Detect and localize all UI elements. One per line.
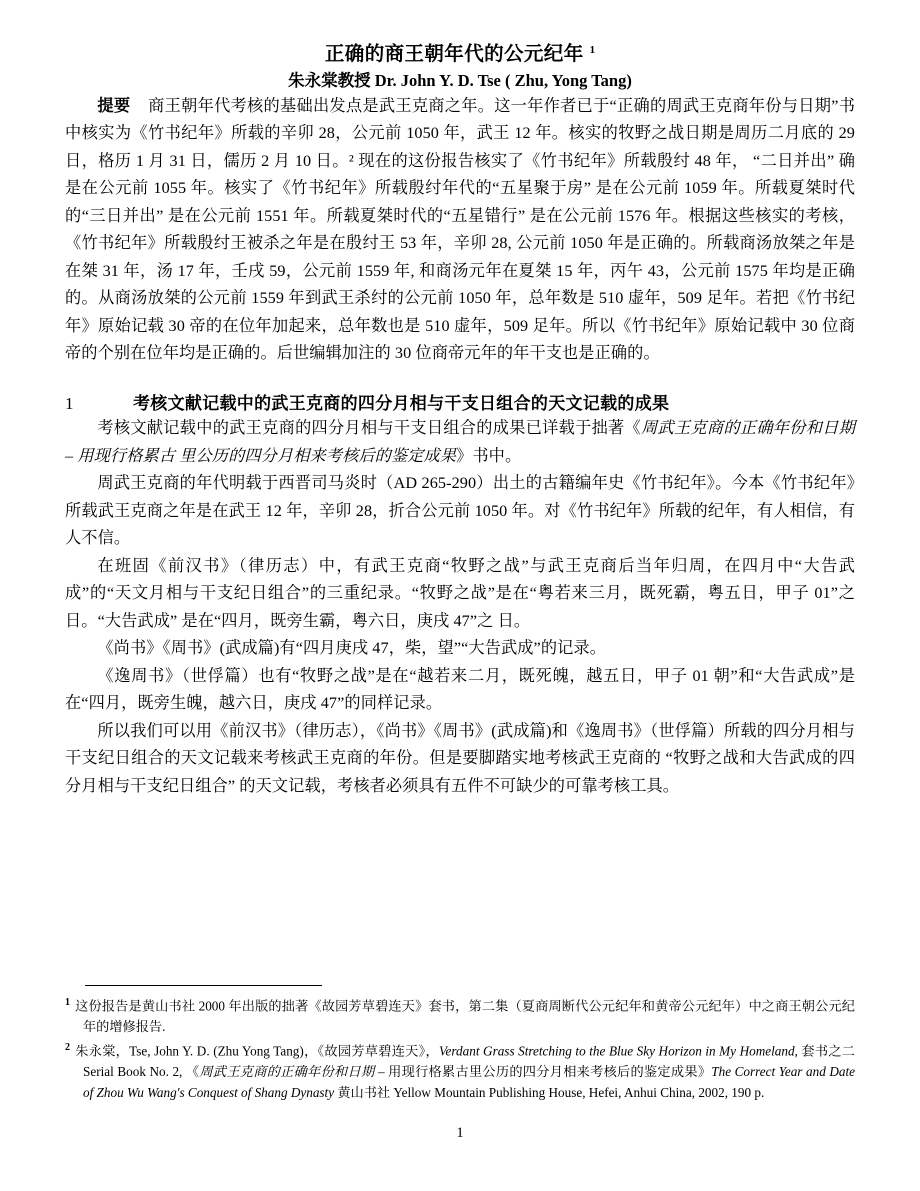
section-heading-text: 考核文献记载中的武王克商的四分月相与干支日组合的天文记载的成果 bbox=[133, 393, 670, 413]
body-paragraph bbox=[65, 470, 855, 553]
text-run: 周武王克商的年代明载于西晋司马炎时（AD 265-290）出土的古籍编年史《竹书纪年》。今本《竹书纪年》所载武王克商之年是在武王 12 年，辛卯 28，折合公元前 1050 年。对《竹书纪年》所载的纪年，有人相信，有人不信。 bbox=[65, 474, 855, 548]
page-number: 1 bbox=[456, 1125, 464, 1141]
footnote-separator-rule bbox=[85, 985, 322, 986]
body-paragraph-list bbox=[65, 415, 855, 800]
page-title bbox=[65, 42, 855, 68]
abstract-paragraph bbox=[65, 93, 855, 368]
section-number: 1 bbox=[65, 393, 74, 413]
text-run: 》书中。 bbox=[456, 446, 522, 465]
footnote-marker: 1 bbox=[65, 997, 70, 1008]
body-paragraph bbox=[65, 663, 855, 718]
text-run: 《尚书》《周书》(武成篇)有“四月庚戌 47，柴，望”“大告武成”的记录。 bbox=[97, 639, 606, 658]
body-paragraph bbox=[65, 415, 855, 470]
abstract-label: 提要 bbox=[97, 96, 131, 115]
italic-run: Verdant Grass Stretching to the Blue Sky Horizon in My Homeland, bbox=[438, 1043, 798, 1059]
author-line: 朱永棠教授 Dr. John Y. D. Tse ( Zhu, Yong Tang) bbox=[288, 71, 632, 91]
footnote-item bbox=[65, 1038, 855, 1103]
abstract-text: 商王朝年代考核的基础出发点是武王克商之年。这一年作者已于“正确的周武王克商年份与日期”书中核实为《竹书纪年》所载的辛卯 28，公元前 1050 年，武王 12 年。核实的牧野之战日期是周历二月底的 29 日，格历 1 月 31 日，儒历 2 月 10 日。² 现在的这份报告核实了《竹书纪年》所载殷纣 48 年， “二日并出” 确是在公元前 1055 年。核实了《竹书纪年》所载殷纣年代的“五星聚于房” 是在公元前 1059 年。所载夏桀时代的“三日并出” 是在公元前 1551 年。所载夏桀时代的“五星错行” 是在公元前 1576 年。根据这些核实的考核，《竹书纪年》所载殷纣王被杀之年是在殷纣王 53 年，辛卯 28, 公元前 1050 年是正确的。所载商汤放桀之年是在桀 31 年，汤 17 年，壬戌 59，公元前 1559 年, 和商汤元年在夏桀 15 年，丙午 43，公元前 1575 年均是正确的。从商汤放桀的公元前 1559 年到武王杀纣的公元前 1050 年，总年数是 510 虚年，509 足年。若把《竹书纪年》原始记载 30 帝的在位年加起来，总年数也是 510 虚年，509 足年。所以《竹书纪年》原始记载中 30 位商帝的个别在位年均是正确的。后世编辑加注的 30 位商帝元年的年干支也是正确的。 bbox=[65, 96, 855, 363]
page-content bbox=[65, 42, 855, 800]
text-run: 用现行格累古里公历的四分月相来考核后的鉴定成果》 bbox=[388, 1064, 712, 1080]
text-run: 在班固《前汉书》（律历志）中，有武王克商“牧野之战”与武王克商后当年归周，在四月中“大告武成”的“天文月相与干支纪日组合”的三重纪录。“牧野之战”是在“粤若来三月，既死霸，粤五日，甲子 01”之日。“大告武成” 是在“四月，既旁生霸，粤六日，庚戌 47”之 日。 bbox=[65, 556, 855, 630]
text-run: 套书之二 Serial Book No. 2, 《 bbox=[83, 1043, 855, 1080]
italic-run: The Correct Year and Date of Zhou Wu Wang's Conquest of Shang Dynasty bbox=[83, 1064, 856, 1100]
body-paragraph bbox=[65, 553, 855, 636]
footnote-list bbox=[65, 993, 855, 1103]
title-footnote-ref: 1 bbox=[589, 43, 596, 56]
footnote-item bbox=[65, 993, 855, 1037]
text-run: 朱永棠，Tse, John Y. D. (Zhu Yong Tang)，《故园芳草碧连天》， bbox=[75, 1043, 439, 1059]
text-run: 考核文献记载中的武王克商的四分月相与干支日组合的成果已详载于拙著《 bbox=[97, 419, 642, 438]
text-run: 所以我们可以用《前汉书》（律历志），《尚书》《周书》(武成篇)和《逸周书》（世俘篇）所载的四分月相与干支纪日组合的天文记载来考核武王克商的年份。但是要脚踏实地考核武王克商的 “牧野之战和大告武成的四分月相与干支纪日组合” 的天文记载，考核者必须具有五件不可缺少的可靠考核工具。 bbox=[65, 721, 855, 795]
text-run: 黄山书社 Yellow Mountain Publishing House, Hefei, Anhui China, 2002, 190 p. bbox=[334, 1084, 765, 1100]
italic-run: 周武王克商的正确年份和日期 – bbox=[199, 1064, 389, 1080]
body-paragraph bbox=[65, 718, 855, 801]
section-heading bbox=[65, 392, 855, 416]
text-run: 这份报告是黄山书社 2000 年出版的拙著《故园芳草碧连天》套书，第二集（夏商周断代公元纪年和黄帝公元纪年）中之商王朝公元纪年的增修报告. bbox=[75, 998, 855, 1034]
italic-run: 周武王克商的正确年份和日期 – 用现行格累古 里公历的四分月相来考核后的鉴定成果 bbox=[65, 419, 855, 465]
body-paragraph bbox=[65, 635, 855, 663]
footnote-area bbox=[65, 985, 855, 1104]
footnote-marker: 2 bbox=[65, 1042, 70, 1054]
page-title-text: 正确的商王朝年代的公元纪年 bbox=[324, 44, 584, 65]
text-run: 《逸周书》（世俘篇）也有“牧野之战”是在“越若来二月，既死魄，越五日，甲子 01 朝”和“大告武成”是在“四月，既旁生魄，越六日，庚戌 47”的同样记录。 bbox=[65, 666, 855, 713]
